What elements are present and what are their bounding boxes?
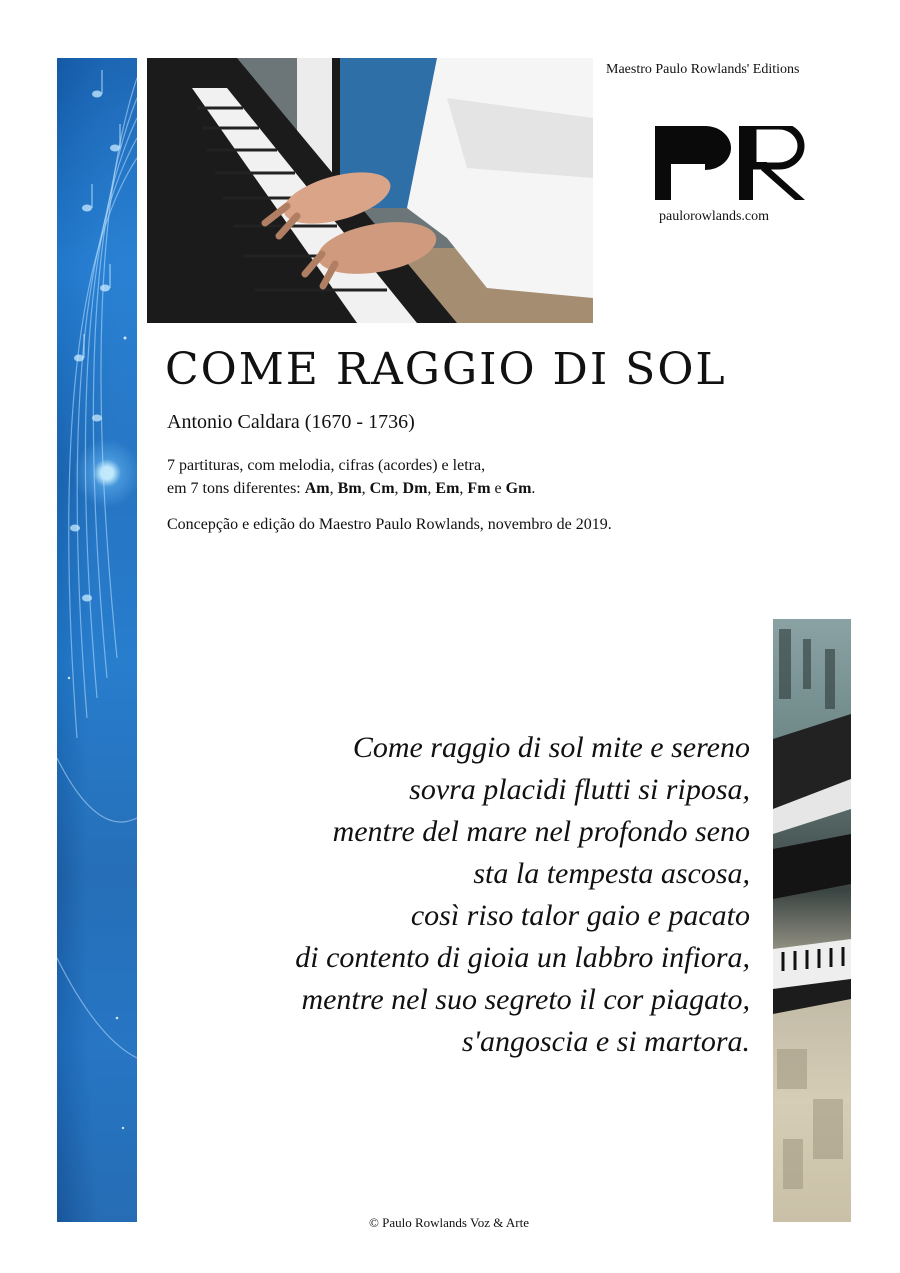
sep-and: e bbox=[490, 480, 506, 497]
left-decorative-strip bbox=[57, 58, 137, 1222]
sep: , bbox=[459, 480, 468, 497]
lyric-line: sovra placidi flutti si riposa, bbox=[409, 773, 750, 806]
lyric-line: mentre del mare nel profondo seno bbox=[332, 815, 750, 848]
lyric-line: di contento di gioia un labbro infiora, bbox=[295, 941, 750, 974]
key-gm: Gm bbox=[505, 480, 532, 497]
editions-label: Maestro Paulo Rowlands' Editions bbox=[606, 62, 800, 77]
sep: , bbox=[394, 480, 403, 497]
piano-hands-photo bbox=[147, 58, 593, 323]
description-line-2 bbox=[167, 477, 535, 500]
lyric-line: così riso talor gaio e pacato bbox=[410, 899, 750, 932]
lyric-line: Come raggio di sol mite e sereno bbox=[352, 731, 750, 764]
pr-logo bbox=[655, 126, 813, 200]
page-title: COME RAGGIO DI SOL bbox=[165, 344, 727, 395]
key-cm: Cm bbox=[369, 480, 395, 497]
lyric-line: sta la tempesta ascosa, bbox=[473, 857, 750, 890]
sep: , bbox=[329, 480, 338, 497]
website-link[interactable]: paulorowlands.com bbox=[659, 209, 770, 224]
lyric-line: mentre nel suo segreto il cor piagato, bbox=[301, 983, 750, 1016]
lyrics-block bbox=[295, 727, 750, 1063]
key-bm: Bm bbox=[337, 480, 362, 497]
music-staff-lines-icon bbox=[57, 58, 137, 1222]
key-fm: Fm bbox=[467, 480, 491, 497]
lyric-line: s'angoscia e si martora. bbox=[461, 1025, 750, 1058]
description bbox=[167, 454, 535, 500]
sep: , bbox=[361, 480, 370, 497]
period: . bbox=[531, 480, 536, 497]
grand-piano-strip bbox=[773, 619, 851, 1222]
key-em: Em bbox=[435, 480, 460, 497]
key-dm: Dm bbox=[402, 480, 428, 497]
credit-line: Concepção e edição do Maestro Paulo Rowlands, novembro de 2019. bbox=[167, 516, 612, 533]
key-am: Am bbox=[304, 480, 330, 497]
sep: , bbox=[427, 480, 436, 497]
keys-prefix: em 7 tons diferentes: bbox=[167, 480, 305, 497]
copyright-text: © Paulo Rowlands Voz & Arte bbox=[369, 1215, 529, 1230]
composer-line: Antonio Caldara (1670 - 1736) bbox=[167, 411, 415, 433]
description-line-1: 7 partituras, com melodia, cifras (acordes) e letra, bbox=[167, 457, 486, 474]
